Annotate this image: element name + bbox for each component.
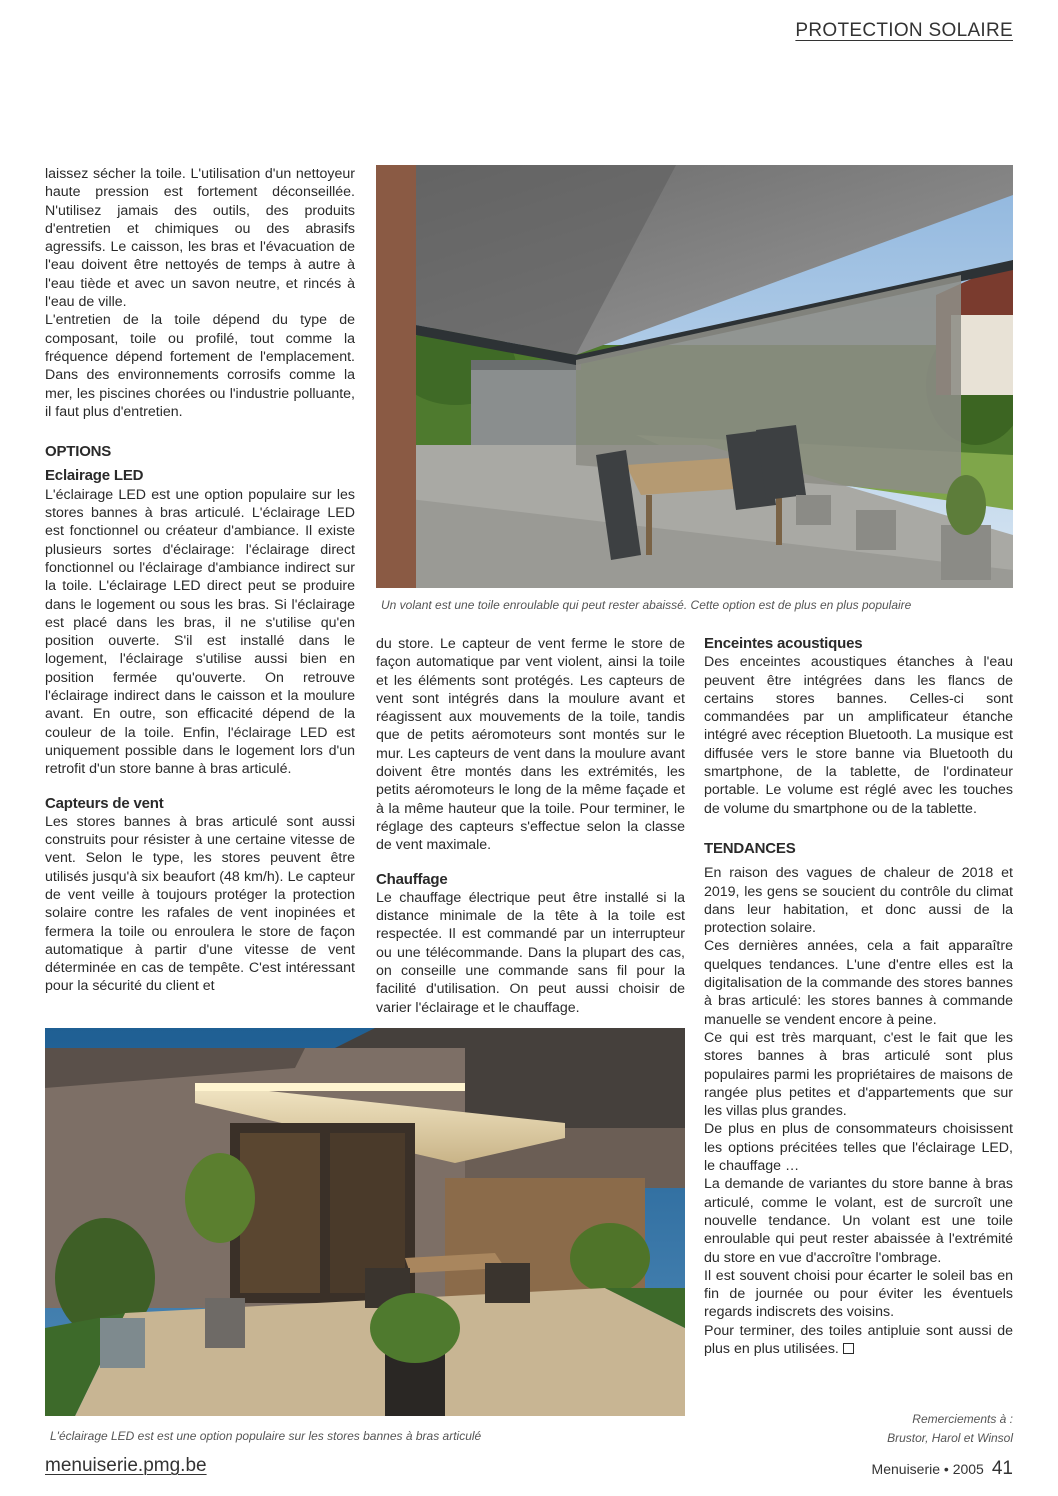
paragraph: Des enceintes acoustiques étanches à l'eau peuvent être intégrées dans les flancs de certains stores bannes. Celles-ci sont commandées par un amplificateur étanche intégré avec réception Bluetooth. La musique est diffusée vers le store banne via Bluetooth du smartphone, de la tablette, de l'ordinateur portable. Le volume est réglé avec les touches de volume du smartphone ou de la tablette.	[704, 654, 1013, 817]
credits	[887, 1410, 1013, 1448]
section-title: PROTECTION SOLAIRE	[795, 20, 1013, 41]
column-1	[45, 165, 355, 996]
heading-trends: TENDANCES	[704, 839, 796, 857]
paragraph: Les stores bannes à bras articulé sont aussi construits pour résister à une certaine vitesse de vent. Selon le type, les stores peuvent être utilisés jusqu'à six beaufort (48 km/h). Le capteur de vent veille à toujours protéger la protection solaire contre les rafales de vent inopinées et fermera la toile ou enroulera le store de façon automatique à partir d'une vitesse de vent déterminée en cas de tempête. C'est intéressant pour la sécurité du client et	[45, 813, 355, 995]
paragraph-text: Pour terminer, des toiles antipluie sont aussi de plus en plus utilisées.	[704, 1322, 1013, 1357]
end-mark-icon	[843, 1343, 854, 1354]
photo-awning-patio	[376, 165, 1013, 588]
heading-led: Eclairage LED	[45, 467, 144, 485]
photo-awning-led-dusk	[45, 1028, 685, 1416]
paragraph: Le chauffage électrique peut être installé si la distance minimale de la tête à la toile est respectée. Il est commandé par un interrupteur ou une télécommande. Dans la plupart des cas, on conseille une commande sans fil pour la facilité d'utilisation. On peut aussi choisir de varier l'éclairage et le chauffage.	[376, 889, 685, 1016]
caption-top-photo: Un volant est une toile enroulable qui peut rester abaissé. Cette option est de plus en plus populaire	[381, 598, 912, 612]
heading-options: OPTIONS	[45, 443, 112, 461]
column-2	[376, 635, 685, 1017]
paragraph: La demande de variantes du store banne à bras articulé, comme le volant, est de surcroît une nouvelle tendance. Un volant est une toile enroulable qui peut rester abaissée à l'extrémité du store en vue d'accroître l'ombrage.	[704, 1176, 1013, 1266]
heading-heating: Chauffage	[376, 870, 448, 888]
credits-names: Brustor, Harol et Winsol	[887, 1431, 1013, 1445]
heading-speakers: Enceintes acoustiques	[704, 635, 863, 652]
paragraph: De plus en plus de consommateurs choisissent les options précitées telles que l'éclairage LED, le chauffage …	[704, 1121, 1013, 1175]
issue-label: Menuiserie • 2005	[871, 1461, 984, 1477]
paragraph: laissez sécher la toile. L'utilisation d'un nettoyeur haute pression est fortement déconseillée. N'utilisez jamais des outils, des produits d'entretien et chimiques ou des abrasifs agressifs. Le caisson, les bras et l'évacuation de l'eau doivent être nettoyés de temps à autre à l'eau tiède et avec un savon neutre, et rincés à l'eau de ville.	[45, 166, 355, 311]
caption-bottom-photo: L'éclairage LED est est une option populaire sur les stores bannes à bras articulé	[50, 1429, 482, 1443]
website-link[interactable]: menuiserie.pmg.be	[45, 1455, 207, 1476]
column-3	[704, 635, 1013, 1358]
paragraph: Il est souvent choisi pour écarter le soleil bas en fin de journée ou pour éviter les éventuels regards indiscrets des voisins.	[704, 1267, 1013, 1321]
paragraph: Ce qui est très marquant, c'est le fait que les stores bannes à bras articulé sont plus populaires parmi les propriétaires de maisons de rangée plus petites et d'appartements que sur les villas plus grandes.	[704, 1029, 1013, 1120]
paragraph-last	[704, 1322, 1013, 1359]
footer-issue	[872, 1458, 1013, 1480]
paragraph: En raison des vagues de chaleur de 2018 et 2019, les gens se soucient du contrôle du climat dans leur habitation, et donc aussi de la protection solaire.	[704, 865, 1013, 937]
credits-label: Remerciements à :	[912, 1412, 1013, 1426]
paragraph: du store. Le capteur de vent ferme le store de façon automatique par vent violent, ainsi la toile et les éléments sont protégés. Les capteurs de vent sont intégrés dans la moulure avant et réagissent aux mouvements de la toile, tandis que de petits aéromoteurs sont montés sur le mur. Les capteurs de vent dans la moulure avant doivent être montés dans les extrémités, les petits aéromoteurs le long de la même façade et à la même hauteur que la toile. Pour terminer, le réglage des capteurs s'effectue selon la classe de vent maximale.	[376, 636, 685, 854]
page-number: 41	[991, 1458, 1013, 1479]
heading-wind-sensors: Capteurs de vent	[45, 794, 164, 812]
paragraph: L'éclairage LED est une option populaire sur les stores bannes à bras articulé. L'éclairage LED est fonctionnel ou créateur d'ambiance. Il existe plusieurs sortes d'éclairage: l'éclairage direct fonctionnel ou l'éclairage d'ambiance indirect sur la toile. L'éclairage LED direct peut se produire dans le logement ou sous les bras. Si l'éclairage est placé dans les bras, il ne s'utilise qu'en position ouverte. S'il est installé dans le logement, l'éclairage s'utilise aussi bien en position fermée qu'ouverte. On retrouve l'éclairage indirect dans le caisson et la moulure avant. En outre, son efficacité dépend de la couleur de la toile. Enfin, l'éclairage LED est uniquement possible dans le logement lors d'un retrofit d'un store banne à bras articulé.	[45, 486, 355, 778]
paragraph: L'entretien de la toile dépend du type de composant, toile ou profilé, tout comme la fréquence dépend fortement de l'emplacement. Dans des environnements corrosifs comme la mer, les piscines chorées ou l'industrie polluante, il faut plus d'entretien.	[45, 312, 355, 420]
paragraph: Ces dernières années, cela a fait apparaître quelques tendances. L'une d'entre elles est la digitalisation de la commande des stores bannes à bras articulé: les stores bannes à commande manuelle se vendent encore à peine.	[704, 938, 1013, 1028]
